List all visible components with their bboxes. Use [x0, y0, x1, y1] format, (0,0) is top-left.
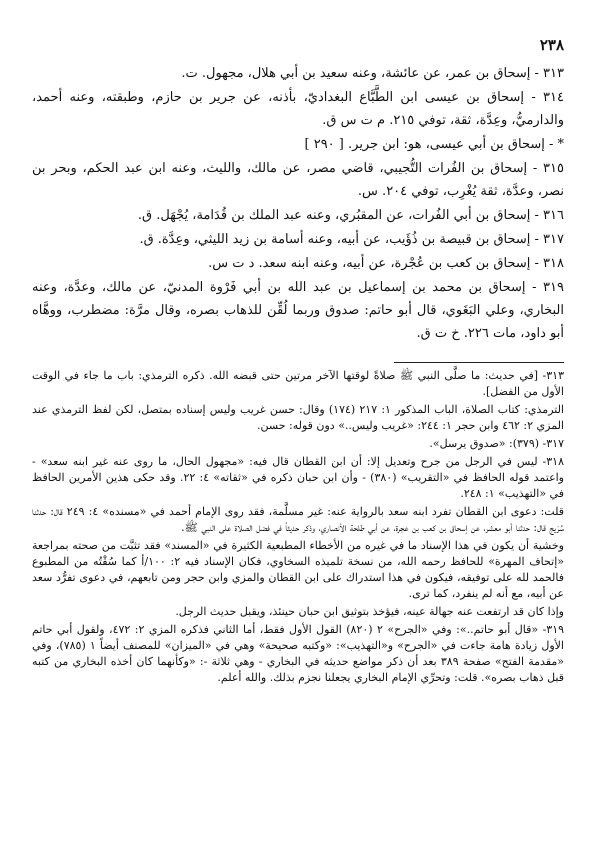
note-317: ٣١٧- (٣٧٩): «صدوق يرسل».	[429, 437, 564, 450]
footnote-divider	[394, 362, 564, 363]
main-entries	[32, 62, 564, 346]
note-313-detail: الترمذي: كتاب الصلاة، الباب المذكور ١: ٢١٧ (١٧٤) وقال: حسن غريب وليس إسناده بمتصل، لكن لفظ الترمذي عند المزي ٢: ٤٦٢ وابن حجر ١: ٢٤٤: «غريب وليس..» دون قوله: حسن.	[32, 403, 564, 432]
note-318-verification: وخشية أن يكون في هذا الإسناد ما في غيره من الأخطاء المطبعية الكثيرة في «المسند» فقد تثبَّت من صحته بمراجعة «إتحاف المهرة» للحافظ رحمه الله، من نسخة تلميذه السخاوي، فكان الإسناد فيه ٢: ١٠٠/أ كما سُقْتُه من المطبوع فالحمد لله على توفيقه، فيكون في هذا استدراك على ابن القطان والمزي وابن حجر ومن تابعهم، في دعوى تفرُّد سعد عن أبيه، مع أنه لم ينفرد، كما ترى.	[32, 539, 564, 600]
entry-316: ٣١٦ - إسحاق بن أبي الفُرات، عن المقبُري، وعنه عبد الملك بن قُدَامة، يُجْهَل. ق.	[137, 208, 564, 223]
entry-317: ٣١٧ - إسحاق بن قبيصة بن ذُؤَيب، عن أبيه، وعنه أسامة بن زيد الليثي، وعِدَّة. ق.	[139, 232, 564, 247]
footnotes	[32, 368, 564, 688]
entry-313: ٣١٣ - إسحاق بن عمر، عن عائشة، وعنه سعيد بن أبي هلال، مجهول. ت.	[181, 66, 564, 81]
entry-315: ٣١٥ - إسحاق بن الفُرات التُّجيبي، قاضي مصر، عن مالك، والليث، وعنه ابن عبد الحكم، وبحر بن نصر، وعدَّة، ثقة يُغْرِب، توفي ٢٠٤. س.	[32, 161, 564, 199]
note-318: ٣١٨- ليس في الرجل من جرح وتعديل إلا: أن ابن القطان قال فيه: «مجهول الحال، ما روى عنه غير ابنه سعد» - واعتمد قوله الحافظ في «التقريب» (٣٨٠) - وأن ابن حبان ذكره في «ثقاته» ٤: ٢٢. وقد حكى هذين الأمرين الحافظ في «التهذيب» ١: ٢٤٨.	[32, 455, 564, 500]
note-319: ٣١٩- «قال أبو حاتم..»: وفي «الجرح» ٢ (٨٢٠) القول الأول فقط، أما الثاني فذكره المزي ٢: ٤٧٢، ولقول أبي حاتم الأول زيادة هامة جاءت في «الجرح» و«التهذيب»: «وكتبه صحيحة» وهي في «الميزان» للمصنف أيضاً ١ (٧٨٥)، وفي «مقدمة الفتح» صفحة ٣٨٩ بعد أن ذكر مواضع حديثه في البخاري - وهي ثلاثة -: «وكأنهما كان أخذه البخاري من كتبه قبل ذهاب بصره». قلت: وتحرِّي الإمام البخاري يجعلنا نجزم بذلك. والله أعلم.	[32, 623, 565, 684]
note-313: ٣١٣- [في حديث: ما صلَّى النبي ﷺ صلاةً لوقتها الآخر مرتين حتى قبضه الله. ذكره الترمذي: باب ما جاء في الوقت الأول من الفضل].	[32, 369, 564, 398]
entry-cross-reference: * - إسحاق بن أبي عيسى، هو: ابن جرير. [ ٢٩٠ ]	[304, 137, 564, 152]
page-number: ٢٣٨	[539, 36, 564, 54]
entry-319: ٣١٩ - إسحاق بن محمد بن إسماعيل بن عبد الله بن أبي فَرْوة المدنيّ، عن مالك، وعدَّة، وعنه البخاري، وعلي البَغَوي، قال أبو حاتم: صدوق وربما لُقِّن للذهاب بصره، وقال مرَّة: مضطرب، ووهَّاه أبو داود، مات ٢٢٦. خ ت ق.	[32, 280, 564, 341]
note-318-conclusion: وإذا كان قد ارتفعت عنه جهالة عينه، فيؤخذ بتوثيق ابن حبان حينئذ، ويقبل حديث الرجل.	[175, 605, 564, 618]
note-318-remark: قلت: دعوى ابن القطان تفرد ابنه سعد بالرواية عنه: غير مسلَّمة، فقد روى الإمام أحمد في «مسنده» ٤: ٢٤٩ قال: حدثنا سُرَيج قال: حدثنا أبو معشر، عن إسحاق بن كعب بن عجرة، عن أبي طلحة الأنصاري، وذكر حديثاً في فضل الصلاة على النبي ﷺ.	[32, 505, 565, 534]
entry-314: ٣١٤ - إسحاق بن عيسى ابن الطَّبَّاع البغداديّ، بأذنه، عن جرير بن حازم، وطبقته، وعنه أحمد، والدارميُّ، وعِدَّة، ثقة، توفي ٢١٥. م ت س ق.	[32, 90, 564, 128]
entry-318: ٣١٨ - إسحاق بن كعب بن عُجْرة، عن أبيه، وعنه ابنه سعد. د ت س.	[208, 256, 564, 271]
